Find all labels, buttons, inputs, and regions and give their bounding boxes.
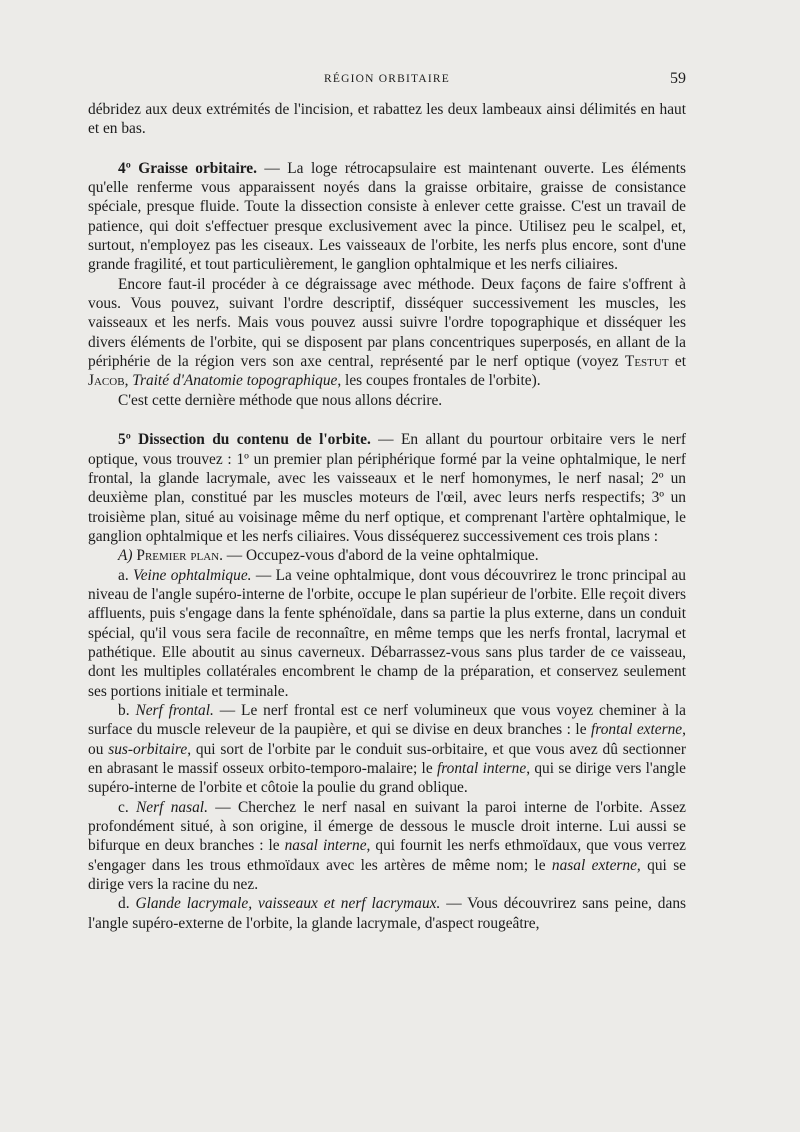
section-dissection-contenu: 5º Dissection du contenu de l'orbite. — En allant du pourtour orbitaire vers le nerf optique, vous trouvez : 1º un premier plan périphérique formé par la veine ophtalmique, le nerf frontal, la glande lacrymale, avec les vaisseaux et le nerf homonymes, le nerf nasal; 2º un deuxième plan, constitué par les muscles moteurs de l'œil, avec leurs nerfs respectifs; 3º un troisième plan, situé au voisinage même du nerf optique, et comprenant l'artère ophtalmique, le ganglion ophtalmique et les nerfs ciliaires. Vous disséquerez successivement ces trois plans : <box>88 431 686 545</box>
paragraph-methode: Encore faut-il procéder à ce dégraissage avec méthode. Deux façons de faire s'offrent à vous. Vous pouvez, suivant l'ordre descriptif, disséquer successivement les muscles, les vaisseaux et les nerfs. Mais vous pouvez aussi suivre l'ordre topographique et disséquer les divers éléments de l'orbite, qui se disposent par plans concentriques superposés, en allant de la périphérie de la région vers son axe central, représenté par le nerf optique (voyez Testut et Jacob, Traité d'Anatomie topographique, les coupes frontales de l'orbite). <box>88 275 686 390</box>
running-title: RÉGION ORBITAIRE <box>324 73 450 85</box>
section-heading-5: 5º Dissection du contenu de l'orbite. <box>118 431 371 449</box>
subsection-heading: Premier plan. <box>136 547 223 565</box>
section-graisse-orbitaire: 4º Graisse orbitaire. — La loge rétrocapsulaire est maintenant ouverte. Les éléments qu'elle renferme vous apparaissent noyés dans la graisse orbitaire, graisse de consistance spéciale, presque fluide. Toute la dissection consiste à enlever cette graisse. C'est un travail de patience, qui doit s'effectuer presque exclusivement avec la pince. Utilisez peu le scalpel, et, surtout, n'employez pas les ciseaux. Les vaisseaux de l'orbite, les nerfs plus encore, sont d'une grande fragilité, et tout particulièrement, le ganglion ophtalmique et les nerfs ciliaires. <box>88 159 686 274</box>
author-testut: Testut <box>624 353 669 371</box>
section-heading-4: 4º Graisse orbitaire. <box>118 159 257 177</box>
item-nerf-nasal: c. Nerf nasal. — Cherchez le nerf nasal en suivant la paroi interne de l'orbite. Assez profondément situé, à son origine, il émerge de dessous le muscle droit interne. Lui aussi se bifurque en deux branches : le nasal interne, qui fournit les nerfs ethmoïdaux, que vous verrez s'engager dans les trous ethmoïdaux avec les artères de même nom; le nasal externe, qui se dirige vers la racine du nez. <box>88 798 687 894</box>
item-nerf-frontal: b. Nerf frontal. — Le nerf frontal est ce nerf volumineux que vous voyez cheminer à la surface du muscle releveur de la paupière, et qui se divise en deux branches : le frontal externe, ou sus-orbitaire, qui sort de l'orbite par le conduit sus-orbitaire, et que vous avez dû sectionner en abrasant le massif osseux orbito-temporo-malaire; le frontal interne, qui se dirige vers l'angle supéro-interne de l'orbite et côtoie la poulie du grand oblique. <box>88 701 687 797</box>
paragraph-continuation: débridez aux deux extrémités de l'incision, et rabattez les deux lambeaux ainsi délimités en haut et en bas. <box>88 101 686 138</box>
item-veine-ophtalmique: a. Veine ophtalmique. — La veine ophtalmique, dont vous découvrirez le tronc principal au niveau de l'angle supéro-interne de l'orbite, occupe le plan supérieur de l'orbite. Elle reçoit divers affluents, puis s'engage dans la fente sphénoïdale, dans sa partie la plus externe, dans un conduit spécial, qu'il vous sera facile de reconnaître, en même temps que les nerfs frontal, lacrymal et pathétique. Elle aboutit au sinus caverneux. Débarrassez-vous sans plus tarder de ce vaisseau, dont les multiples collatérales encombrent le champ de la préparation, et conservez seulement ses portions initiale et terminale. <box>88 566 686 700</box>
page-header <box>88 70 686 92</box>
body-text <box>88 100 686 933</box>
subsection-premier-plan: A) Premier plan. — Occupez-vous d'abord de la veine ophtalmique. <box>118 547 539 565</box>
book-title: Traité d'Anatomie topographique <box>132 372 338 390</box>
page-number: 59 <box>670 70 686 87</box>
author-jacob: Jacob <box>88 372 125 390</box>
paragraph-derniere-methode: C'est cette dernière méthode que nous allons décrire. <box>118 391 443 409</box>
item-glande-lacrymale: d. Glande lacrymale, vaisseaux et nerf lacrymaux. — Vous découvrirez sans peine, dans l'angle supéro-externe de l'orbite, la glande lacrymale, d'aspect rougeâtre, <box>88 895 687 932</box>
